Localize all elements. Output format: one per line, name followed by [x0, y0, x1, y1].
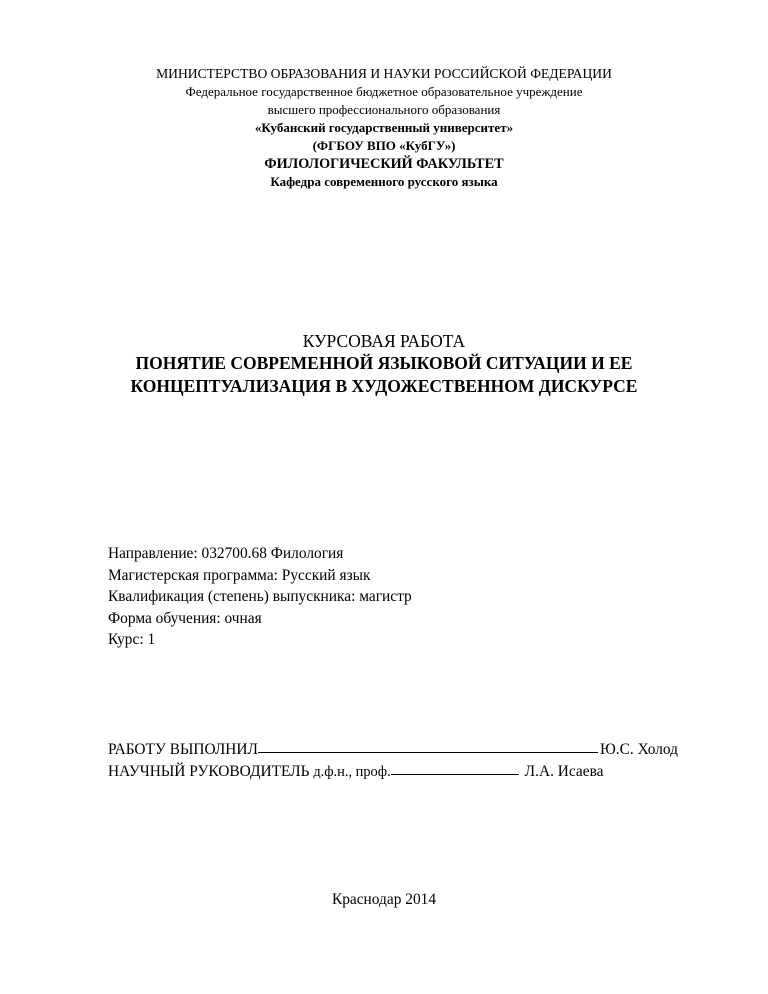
supervisor-name: Л.А. Исаева [524, 763, 604, 780]
work-title-line-1: ПОНЯТИЕ СОВРЕМЕННОЙ ЯЗЫКОВОЙ СИТУАЦИИ И ЕЕ [135, 353, 633, 373]
institution-header [0, 65, 768, 191]
faculty-name: ФИЛОЛОГИЧЕСКИЙ ФАКУЛЬТЕТ [264, 156, 504, 172]
supervisor-label: НАУЧНЫЙ РУКОВОДИТЕЛЬ [108, 763, 310, 780]
master-program: Магистерская программа: Русский язык [108, 566, 371, 584]
city-year: Краснодар 2014 [331, 891, 437, 908]
work-kind: КУРСОВАЯ РАБОТА [302, 331, 466, 351]
qualification: Квалификация (степень) выпускника: магистр [108, 588, 412, 606]
institution-type: Федеральное государственное бюджетное образовательное учреждение [185, 84, 583, 99]
department-name: Кафедра современного русского языка [270, 174, 498, 189]
author-label: РАБОТУ ВЫПОЛНИЛ [108, 741, 258, 758]
education-level: высшего профессионального образования [267, 102, 501, 117]
university-abbreviation: (ФГБОУ ВПО «КубГУ») [312, 138, 456, 153]
author-signature-line [258, 752, 598, 753]
author-signature-row [108, 739, 678, 761]
direction: Направление: 032700.68 Филология [108, 545, 344, 562]
author-name: Ю.С. Холод [599, 741, 678, 758]
university-name: «Кубанский государственный университет» [254, 120, 514, 135]
supervisor-degree: д.ф.н., проф. [313, 764, 391, 780]
study-form: Форма обучения: очная [108, 609, 262, 627]
supervisor-signature-row [108, 761, 678, 783]
course: Курс: 1 [108, 631, 156, 649]
supervisor-signature-line [391, 774, 519, 775]
work-title-block [0, 330, 768, 398]
work-title-line-2: КОНЦЕПТУАЛИЗАЦИЯ В ХУДОЖЕСТВЕННОМ ДИСКУРСЕ [130, 376, 638, 396]
signature-block [108, 739, 678, 783]
ministry-name: МИНИСТЕРСТВО ОБРАЗОВАНИЯ И НАУКИ РОССИЙСКОЙ ФЕДЕРАЦИИ [156, 66, 612, 81]
program-info [108, 543, 708, 651]
